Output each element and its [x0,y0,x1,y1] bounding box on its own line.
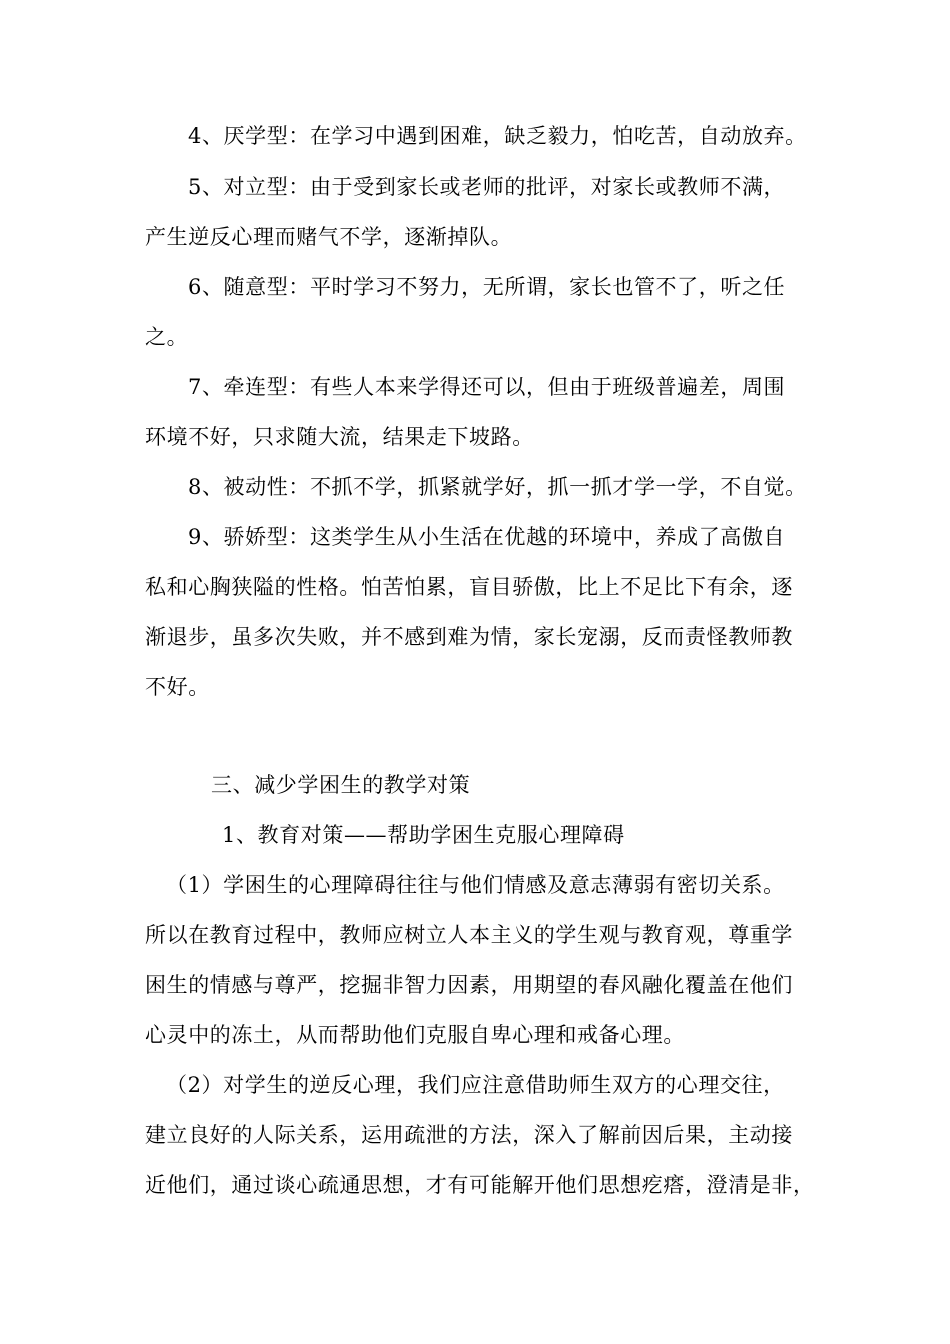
subsection-heading: 1、教育对策——帮助学困生克服心理障碍 [222,823,625,847]
item-7-line-1: 7、牵连型：有些人本来学得还可以，但由于班级普遍差，周围 [188,375,786,399]
point-2-line-3: 近他们，通过谈心疏通思想，才有可能解开他们思想疙瘩，澄清是非， [145,1173,815,1197]
point-2-line-1: （2）对学生的逆反心理，我们应注意借助师生双方的心理交往， [166,1073,785,1097]
item-6-line-2: 之。 [145,325,189,349]
item-7-line-2: 环境不好，只求随大流，结果走下坡路。 [145,425,534,449]
item-9-line-3: 渐退步，虽多次失败，并不感到难为情，家长宠溺，反而责怪教师教 [145,625,793,649]
item-6-line-1: 6、随意型：平时学习不努力，无所谓，家长也管不了，听之任 [188,275,786,299]
point-1-line-4: 心灵中的冻土，从而帮助他们克服自卑心理和戒备心理。 [145,1023,685,1047]
item-4-line-1: 4、厌学型：在学习中遇到困难，缺乏毅力，怕吃苦，自动放弃。 [188,124,807,148]
item-5-line-2: 产生逆反心理而赌气不学，逐渐掉队。 [145,225,513,249]
item-5-line-1: 5、对立型：由于受到家长或老师的批评，对家长或教师不满， [188,175,786,199]
section-heading: 三、减少学困生的教学对策 [211,773,471,797]
item-9-line-4: 不好。 [145,675,210,699]
point-1-line-2: 所以在教育过程中，教师应树立人本主义的学生观与教育观，尊重学 [145,923,793,947]
point-2-line-2: 建立良好的人际关系，运用疏泄的方法，深入了解前因后果，主动接 [145,1123,793,1147]
point-1-line-3: 困生的情感与尊严，挖掘非智力因素，用期望的春风融化覆盖在他们 [145,973,793,997]
item-8-line-1: 8、被动性：不抓不学，抓紧就学好，抓一抓才学一学，不自觉。 [188,475,807,499]
point-1-line-1: （1）学困生的心理障碍往往与他们情感及意志薄弱有密切关系。 [166,873,785,897]
item-9-line-2: 私和心胸狭隘的性格。怕苦怕累，盲目骄傲，比上不足比下有余，逐 [145,575,793,599]
item-9-line-1: 9、骄娇型：这类学生从小生活在优越的环境中，养成了高傲自 [188,525,786,549]
